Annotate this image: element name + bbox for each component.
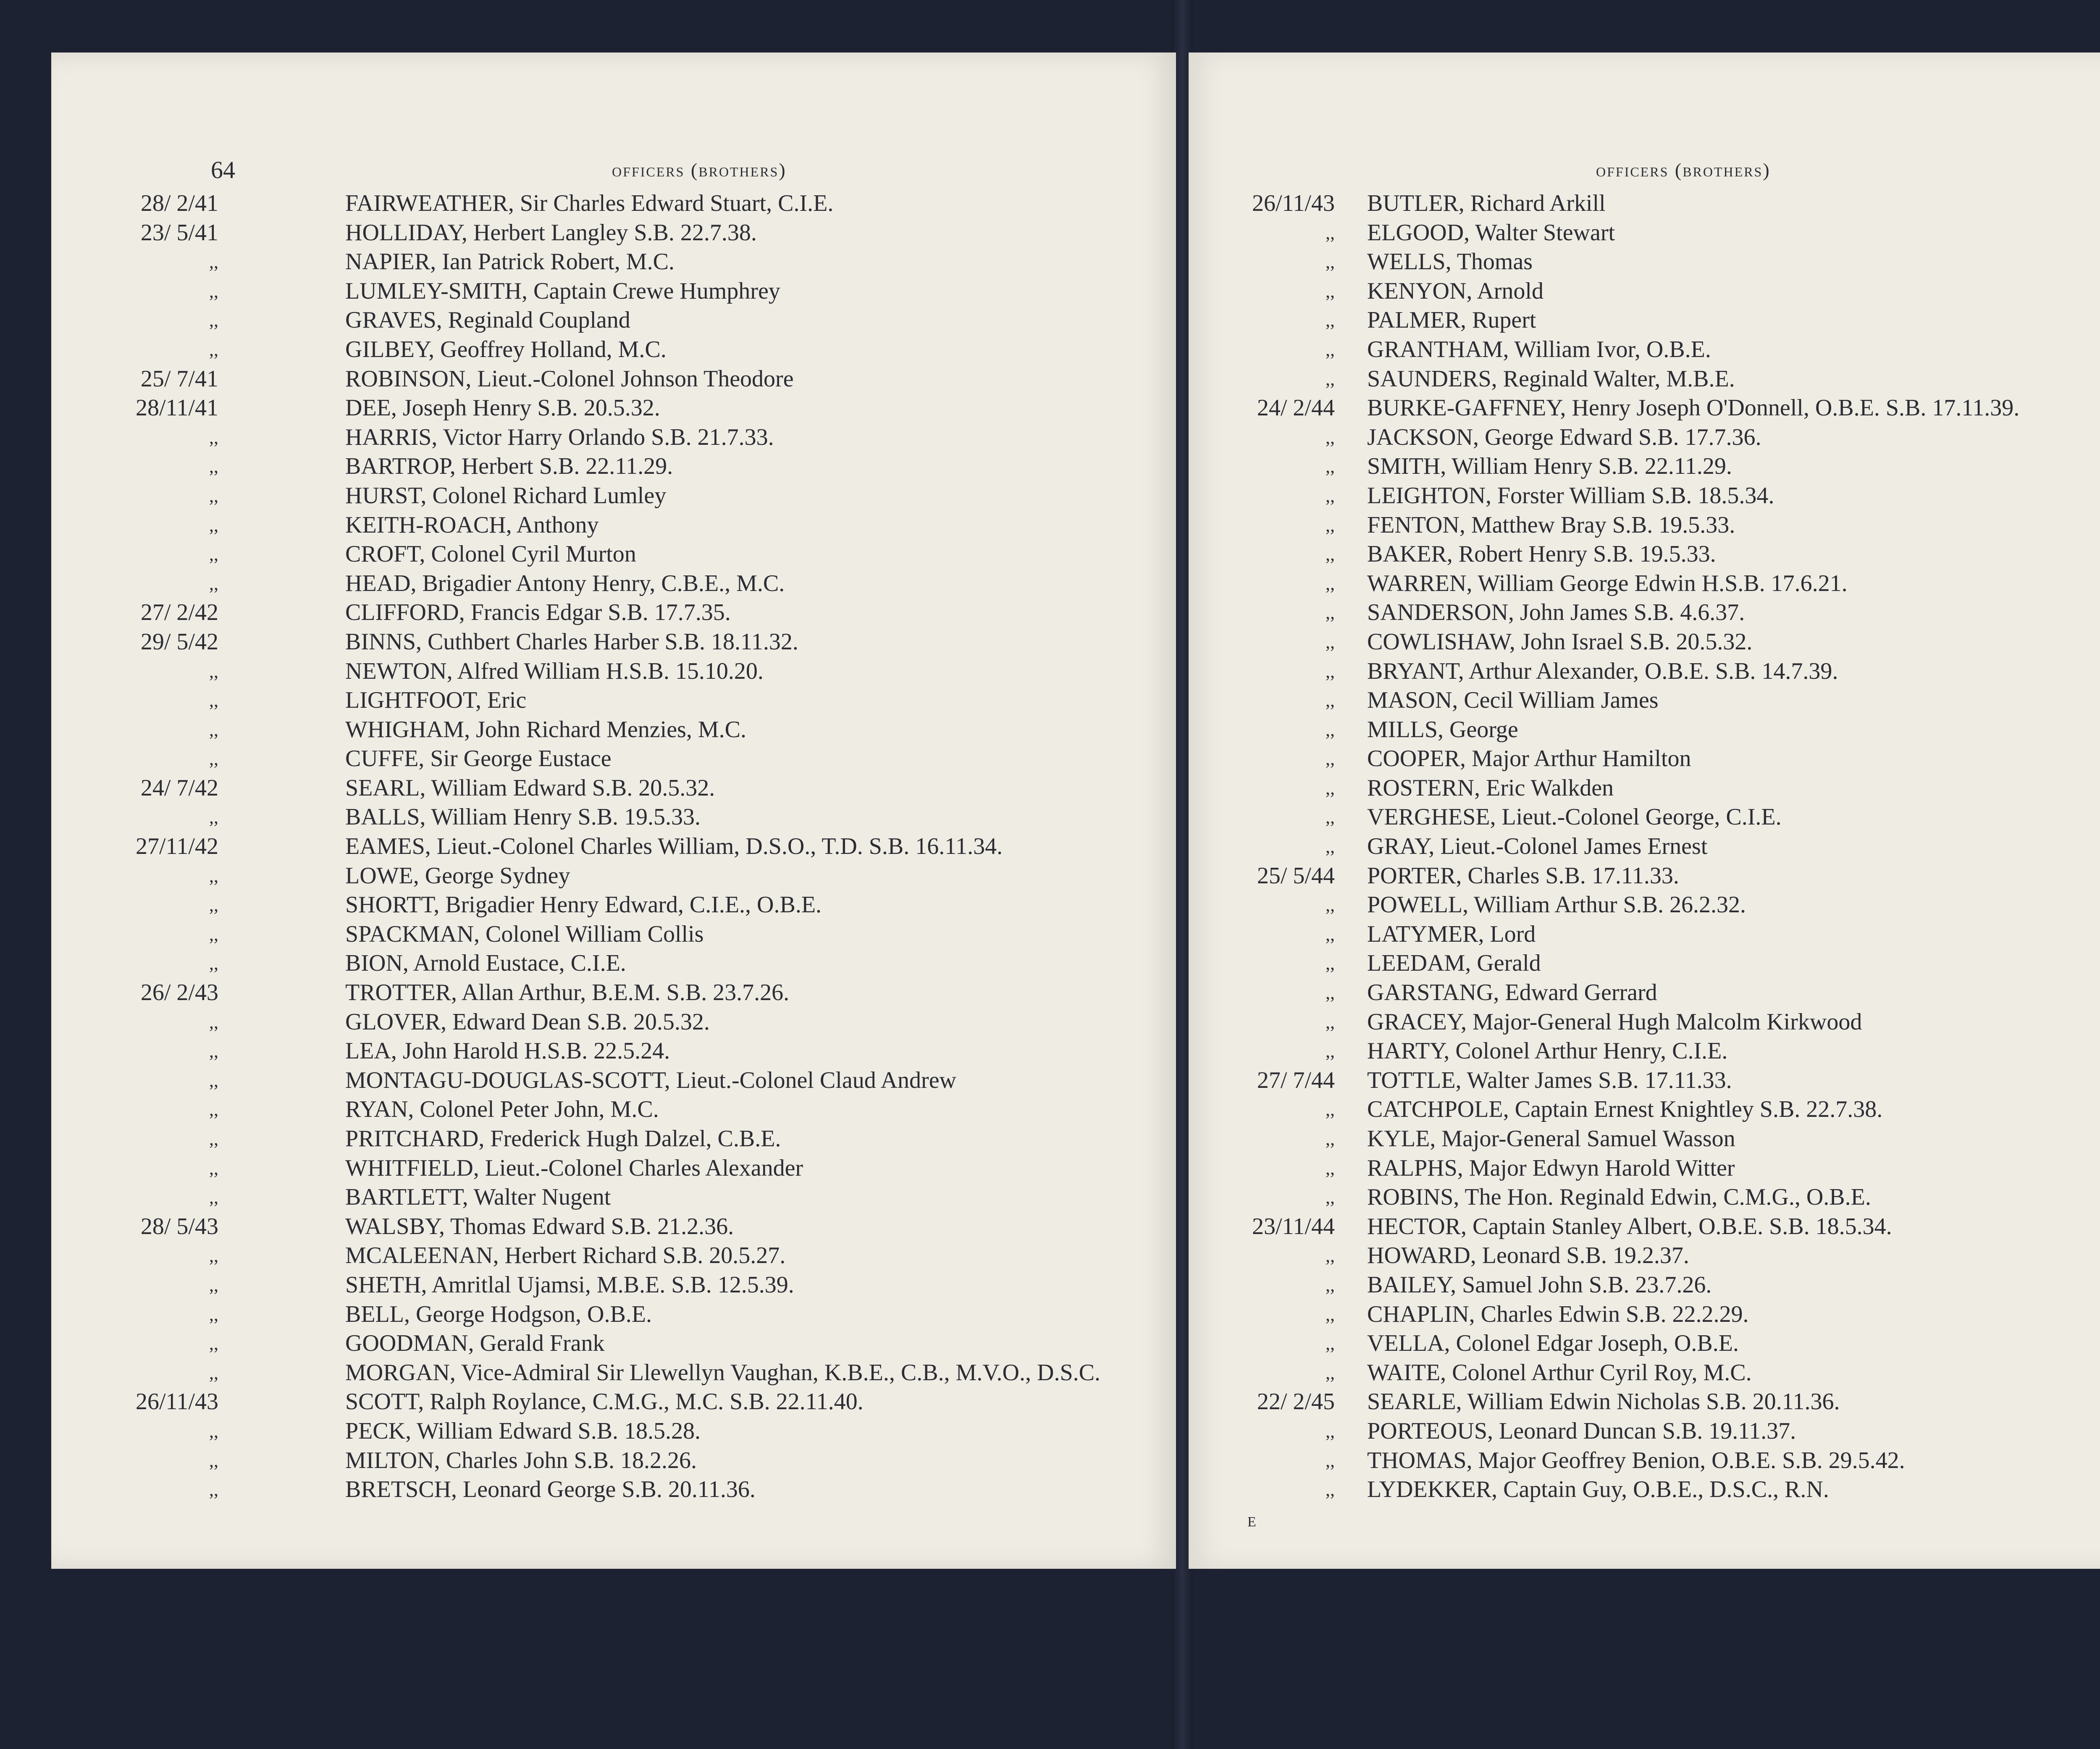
entry-date: 26/11/43: [1252, 190, 1335, 216]
ditto-mark: ,,: [209, 1158, 218, 1179]
list-item: [1189, 394, 2100, 423]
list-item: [1189, 1212, 2100, 1242]
ditto-mark: ,,: [1326, 1245, 1335, 1266]
entry-name: CHAPLIN, Charles Edwin S.B. 22.2.29.: [1367, 1301, 1749, 1327]
entry-name: GRACEY, Major-General Hugh Malcolm Kirkwood: [1367, 1008, 1862, 1035]
list-item: [51, 1475, 1176, 1505]
entry-name: MCALEENAN, Herbert Richard S.B. 20.5.27.: [345, 1242, 786, 1269]
list-item: [51, 803, 1176, 832]
ditto-mark: ,,: [209, 865, 218, 886]
list-item: [1189, 1241, 2100, 1271]
entry-date: 28/11/41: [135, 395, 218, 421]
entry-name: MASON, Cecil William James: [1367, 687, 1659, 714]
ditto-mark: ,,: [209, 544, 218, 565]
ditto-mark: ,,: [209, 924, 218, 945]
ditto-mark: ,,: [209, 281, 218, 302]
list-item: [51, 861, 1176, 891]
list-item: [1189, 365, 2100, 394]
ditto-mark: ,,: [209, 1274, 218, 1295]
entry-name: PALMER, Rupert: [1367, 307, 1536, 334]
entry-name: LEEDAM, Gerald: [1367, 950, 1541, 977]
list-item: [1189, 569, 2100, 599]
list-item: [1189, 481, 2100, 511]
list-item: [1189, 861, 2100, 891]
list-item: [1189, 423, 2100, 452]
ditto-mark: ,,: [1326, 836, 1335, 857]
entry-name: BARTROP, Herbert S.B. 22.11.29.: [345, 453, 673, 480]
entry-name: BELL, George Hodgson, O.B.E.: [345, 1301, 652, 1327]
list-item: [51, 1358, 1176, 1388]
list-item: [51, 1008, 1176, 1037]
entry-name: FENTON, Matthew Bray S.B. 19.5.33.: [1367, 512, 1735, 538]
list-item: [1189, 715, 2100, 745]
list-item: [51, 452, 1176, 481]
ditto-mark: ,,: [209, 719, 218, 740]
list-item: [1189, 774, 2100, 803]
entry-name: WAITE, Colonel Arthur Cyril Roy, M.C.: [1367, 1359, 1752, 1386]
page-number: 64: [211, 156, 235, 184]
ditto-mark: ,,: [1326, 222, 1335, 243]
ditto-mark: ,,: [1326, 515, 1335, 536]
entry-name: LOWE, George Sydney: [345, 862, 570, 889]
ditto-mark: ,,: [1326, 1274, 1335, 1295]
list-item: [51, 774, 1176, 803]
list-item: [1189, 1300, 2100, 1329]
entry-date: 24/ 7/42: [140, 775, 218, 801]
ditto-mark: ,,: [209, 807, 218, 828]
ditto-mark: ,,: [1326, 544, 1335, 565]
list-item: [1189, 1271, 2100, 1300]
list-item: [51, 628, 1176, 657]
entry-name: WARREN, William George Edwin H.S.B. 17.6.21.: [1367, 570, 1848, 596]
right-page: [1189, 53, 2100, 1569]
ditto-mark: ,,: [1326, 982, 1335, 1003]
entry-name: LEA, John Harold H.S.B. 22.5.24.: [345, 1038, 670, 1064]
ditto-mark: ,,: [1326, 310, 1335, 331]
ditto-mark: ,,: [209, 1421, 218, 1442]
ditto-mark: ,,: [1326, 631, 1335, 652]
ditto-mark: ,,: [1326, 339, 1335, 360]
ditto-mark: ,,: [209, 427, 218, 448]
list-item: [51, 744, 1176, 774]
entry-name: LIGHTFOOT, Eric: [345, 687, 527, 714]
entry-name: LYDEKKER, Captain Guy, O.B.E., D.S.C., R.N.: [1367, 1476, 1829, 1503]
entry-date: 28/ 5/43: [140, 1213, 218, 1240]
list-item: [51, 978, 1176, 1008]
ditto-mark: ,,: [1326, 1187, 1335, 1208]
list-item: [51, 1417, 1176, 1446]
entry-name: PORTER, Charles S.B. 17.11.33.: [1367, 862, 1679, 889]
list-item: [51, 365, 1176, 394]
entry-name: HOLLIDAY, Herbert Langley S.B. 22.7.38.: [345, 219, 757, 246]
list-item: [1189, 247, 2100, 277]
entry-name: BINNS, Cuthbert Charles Harber S.B. 18.11.32.: [345, 628, 798, 655]
ditto-mark: ,,: [1326, 777, 1335, 798]
list-item: [1189, 452, 2100, 481]
ditto-mark: ,,: [1326, 1011, 1335, 1032]
entry-name: GRAVES, Reginald Coupland: [345, 307, 630, 334]
list-item: [51, 189, 1176, 218]
entry-name: SANDERSON, John James S.B. 4.6.37.: [1367, 599, 1745, 626]
ditto-mark: ,,: [209, 895, 218, 916]
entry-name: MORGAN, Vice-Admiral Sir Llewellyn Vaughan, K.B.E., C.B., M.V.O., D.S.C.: [345, 1359, 1100, 1386]
entry-name: KEITH-ROACH, Anthony: [345, 512, 599, 538]
entry-name: HURST, Colonel Richard Lumley: [345, 482, 667, 509]
ditto-mark: ,,: [209, 252, 218, 273]
ditto-mark: ,,: [209, 690, 218, 711]
entry-date: 28/ 2/41: [140, 190, 218, 216]
list-item: [1189, 949, 2100, 978]
ditto-mark: ,,: [209, 310, 218, 331]
entry-name: SEARLE, William Edwin Nicholas S.B. 20.11.36.: [1367, 1389, 1840, 1415]
list-item: [1189, 1475, 2100, 1505]
entry-name: GRAY, Lieut.-Colonel James Ernest: [1367, 833, 1708, 860]
ditto-mark: ,,: [1326, 573, 1335, 594]
ditto-mark: ,,: [1326, 1421, 1335, 1442]
ditto-mark: ,,: [1326, 485, 1335, 506]
list-item: [51, 1154, 1176, 1183]
entry-name: LATYMER, Lord: [1367, 921, 1536, 947]
entry-name: MILLS, George: [1367, 716, 1518, 743]
list-item: [51, 1095, 1176, 1124]
list-item: [1189, 277, 2100, 306]
ditto-mark: ,,: [1326, 807, 1335, 828]
list-item: [51, 569, 1176, 599]
ditto-mark: ,,: [1326, 1333, 1335, 1354]
entry-date: 25/ 5/44: [1257, 862, 1335, 889]
ditto-mark: ,,: [209, 485, 218, 506]
ditto-mark: ,,: [1326, 924, 1335, 945]
entry-name: CLIFFORD, Francis Edgar S.B. 17.7.35.: [345, 599, 731, 626]
entry-name: PECK, William Edward S.B. 18.5.28.: [345, 1418, 701, 1444]
entry-name: GILBEY, Geoffrey Holland, M.C.: [345, 336, 667, 362]
list-item: [1189, 1183, 2100, 1212]
entry-date: 26/11/43: [135, 1389, 218, 1415]
entry-name: JACKSON, George Edward S.B. 17.7.36.: [1367, 424, 1761, 450]
entry-date: 25/ 7/41: [140, 365, 218, 392]
entry-date: 27/ 7/44: [1257, 1067, 1335, 1093]
entry-name: KENYON, Arnold: [1367, 278, 1544, 304]
ditto-mark: ,,: [209, 661, 218, 682]
entry-name: LEIGHTON, Forster William S.B. 18.5.34.: [1367, 482, 1774, 509]
list-item: [51, 1387, 1176, 1417]
ditto-mark: ,,: [1326, 1362, 1335, 1383]
list-item: [51, 1183, 1176, 1212]
ditto-mark: ,,: [1326, 1450, 1335, 1471]
entry-name: NEWTON, Alfred William H.S.B. 15.10.20.: [345, 658, 764, 684]
ditto-mark: ,,: [209, 339, 218, 360]
ditto-mark: ,,: [1326, 1041, 1335, 1062]
list-item: [1189, 306, 2100, 335]
entry-name: SPACKMAN, Colonel William Collis: [345, 921, 704, 947]
ditto-mark: ,,: [1326, 748, 1335, 769]
running-head: officers (brothers): [612, 159, 787, 181]
list-item: [1189, 657, 2100, 686]
entry-name: TOTTLE, Walter James S.B. 17.11.33.: [1367, 1067, 1732, 1093]
entry-name: CROFT, Colonel Cyril Murton: [345, 541, 636, 567]
entry-name: SCOTT, Ralph Roylance, C.M.G., M.C. S.B. 22.11.40.: [345, 1389, 864, 1415]
list-item: [1189, 1008, 2100, 1037]
entry-name: PORTEOUS, Leonard Duncan S.B. 19.11.37.: [1367, 1418, 1796, 1444]
entry-name: BION, Arnold Eustace, C.I.E.: [345, 950, 626, 977]
entry-name: GRANTHAM, William Ivor, O.B.E.: [1367, 336, 1711, 362]
entry-name: GOODMAN, Gerald Frank: [345, 1330, 605, 1357]
list-item: [1189, 978, 2100, 1008]
entry-name: HOWARD, Leonard S.B. 19.2.37.: [1367, 1242, 1689, 1269]
ditto-mark: ,,: [1326, 1099, 1335, 1120]
entry-name: TROTTER, Allan Arthur, B.E.M. S.B. 23.7.26.: [345, 980, 790, 1006]
list-item: [51, 598, 1176, 628]
entry-name: ROSTERN, Eric Walkden: [1367, 775, 1614, 801]
entry-name: NAPIER, Ian Patrick Robert, M.C.: [345, 249, 675, 275]
list-item: [1189, 832, 2100, 861]
entry-name: WHITFIELD, Lieut.-Colonel Charles Alexander: [345, 1155, 803, 1181]
ditto-mark: ,,: [209, 1479, 218, 1500]
list-item: [51, 832, 1176, 861]
entry-date: 27/ 2/42: [140, 599, 218, 626]
entry-name: KYLE, Major-General Samuel Wasson: [1367, 1126, 1735, 1152]
list-item: [51, 1124, 1176, 1154]
ditto-mark: ,,: [209, 1450, 218, 1471]
entry-name: SHETH, Amritlal Ujamsi, M.B.E. S.B. 12.5.39.: [345, 1271, 794, 1298]
list-item: [51, 715, 1176, 745]
list-item: [1189, 1358, 2100, 1388]
list-item: [51, 1037, 1176, 1066]
list-item: [1189, 511, 2100, 540]
entry-date: 24/ 2/44: [1257, 395, 1335, 421]
list-item: [51, 1300, 1176, 1329]
list-item: [1189, 1417, 2100, 1446]
ditto-mark: ,,: [209, 456, 218, 477]
list-item: [1189, 540, 2100, 569]
entry-name: PRITCHARD, Frederick Hugh Dalzel, C.B.E.: [345, 1126, 781, 1152]
list-item: [51, 686, 1176, 715]
list-item: [51, 1329, 1176, 1358]
list-item: [51, 540, 1176, 569]
entry-name: HARRIS, Victor Harry Orlando S.B. 21.7.33.: [345, 424, 774, 450]
entry-name: VERGHESE, Lieut.-Colonel George, C.I.E.: [1367, 804, 1782, 830]
list-item: [51, 481, 1176, 511]
entry-name: RALPHS, Major Edwyn Harold Witter: [1367, 1155, 1735, 1181]
list-item: [51, 1241, 1176, 1271]
entry-date: 23/11/44: [1252, 1213, 1335, 1240]
ditto-mark: ,,: [1326, 1479, 1335, 1500]
entry-date: 29/ 5/42: [140, 628, 218, 655]
entry-name: ELGOOD, Walter Stewart: [1367, 219, 1615, 246]
left-page: [51, 53, 1176, 1569]
ditto-mark: ,,: [1326, 1158, 1335, 1179]
entry-list: [51, 189, 1176, 1505]
list-item: [51, 218, 1176, 248]
ditto-mark: ,,: [1326, 1129, 1335, 1149]
ditto-mark: ,,: [1326, 661, 1335, 682]
entry-name: SAUNDERS, Reginald Walter, M.B.E.: [1367, 365, 1735, 392]
running-head: officers (brothers): [1596, 159, 1771, 181]
ditto-mark: ,,: [1326, 690, 1335, 711]
signature-mark: E: [1247, 1514, 1256, 1530]
list-item: [1189, 686, 2100, 715]
list-item: [1189, 335, 2100, 365]
entry-name: SHORTT, Brigadier Henry Edward, C.I.E., O.B.E.: [345, 892, 822, 918]
entry-name: DEE, Joseph Henry S.B. 20.5.32.: [345, 395, 660, 421]
entry-name: MONTAGU-DOUGLAS-SCOTT, Lieut.-Colonel Claud Andrew: [345, 1067, 956, 1093]
entry-name: SEARL, William Edward S.B. 20.5.32.: [345, 775, 715, 801]
list-item: [1189, 1124, 2100, 1154]
entry-name: POWELL, William Arthur S.B. 26.2.32.: [1367, 892, 1746, 918]
entry-name: BAKER, Robert Henry S.B. 19.5.33.: [1367, 541, 1716, 567]
list-item: [1189, 598, 2100, 628]
ditto-mark: ,,: [209, 748, 218, 769]
ditto-mark: ,,: [1326, 1304, 1335, 1325]
list-item: [1189, 1037, 2100, 1066]
entry-name: THOMAS, Major Geoffrey Benion, O.B.E. S.B. 29.5.42.: [1367, 1447, 1905, 1473]
list-item: [1189, 1329, 2100, 1358]
list-item: [51, 657, 1176, 686]
entry-name: FAIRWEATHER, Sir Charles Edward Stuart, C.I.E.: [345, 190, 834, 216]
entry-name: MILTON, Charles John S.B. 18.2.26.: [345, 1447, 697, 1473]
ditto-mark: ,,: [1326, 281, 1335, 302]
entry-name: VELLA, Colonel Edgar Joseph, O.B.E.: [1367, 1330, 1739, 1357]
list-item: [51, 1066, 1176, 1095]
entry-name: CATCHPOLE, Captain Ernest Knightley S.B. 22.7.38.: [1367, 1096, 1883, 1123]
entry-name: RYAN, Colonel Peter John, M.C.: [345, 1096, 659, 1123]
list-item: [1189, 1387, 2100, 1417]
entry-name: BAILEY, Samuel John S.B. 23.7.26.: [1367, 1271, 1712, 1298]
ditto-mark: ,,: [209, 1362, 218, 1383]
ditto-mark: ,,: [209, 1070, 218, 1091]
entry-name: COOPER, Major Arthur Hamilton: [1367, 746, 1691, 772]
entry-name: BRETSCH, Leonard George S.B. 20.11.36.: [345, 1476, 756, 1503]
list-item: [1189, 1095, 2100, 1124]
list-item: [1189, 890, 2100, 920]
entry-date: 27/11/42: [135, 833, 218, 860]
entry-list: [1189, 189, 2100, 1505]
ditto-mark: ,,: [209, 953, 218, 974]
ditto-mark: ,,: [209, 1041, 218, 1062]
entry-name: LUMLEY-SMITH, Captain Crewe Humphrey: [345, 278, 780, 304]
list-item: [51, 335, 1176, 365]
entry-name: SMITH, William Henry S.B. 22.11.29.: [1367, 453, 1732, 480]
ditto-mark: ,,: [209, 1333, 218, 1354]
ditto-mark: ,,: [1326, 719, 1335, 740]
entry-name: CUFFE, Sir George Eustace: [345, 746, 612, 772]
list-item: [51, 1446, 1176, 1476]
ditto-mark: ,,: [1326, 456, 1335, 477]
list-item: [51, 1212, 1176, 1242]
entry-name: HEAD, Brigadier Antony Henry, C.B.E., M.C.: [345, 570, 785, 596]
entry-name: WALSBY, Thomas Edward S.B. 21.2.36.: [345, 1213, 734, 1240]
list-item: [51, 423, 1176, 452]
entry-name: GLOVER, Edward Dean S.B. 20.5.32.: [345, 1008, 710, 1035]
entry-name: HARTY, Colonel Arthur Henry, C.I.E.: [1367, 1038, 1728, 1064]
entry-name: WELLS, Thomas: [1367, 249, 1533, 275]
ditto-mark: ,,: [1326, 953, 1335, 974]
ditto-mark: ,,: [209, 1304, 218, 1325]
list-item: [1189, 189, 2100, 218]
ditto-mark: ,,: [209, 515, 218, 536]
entry-name: ROBINSON, Lieut.-Colonel Johnson Theodore: [345, 365, 794, 392]
entry-name: BALLS, William Henry S.B. 19.5.33.: [345, 804, 701, 830]
list-item: [1189, 920, 2100, 949]
list-item: [51, 247, 1176, 277]
entry-name: BRYANT, Arthur Alexander, O.B.E. S.B. 14.7.39.: [1367, 658, 1838, 684]
list-item: [51, 277, 1176, 306]
entry-name: BARTLETT, Walter Nugent: [345, 1184, 611, 1211]
list-item: [1189, 628, 2100, 657]
list-item: [1189, 1446, 2100, 1476]
entry-name: BURKE-GAFFNEY, Henry Joseph O'Donnell, O.B.E. S.B. 17.11.39.: [1367, 395, 2020, 421]
entry-name: WHIGHAM, John Richard Menzies, M.C.: [345, 716, 746, 743]
list-item: [1189, 1066, 2100, 1095]
entry-name: GARSTANG, Edward Gerrard: [1367, 980, 1657, 1006]
list-item: [51, 511, 1176, 540]
ditto-mark: ,,: [1326, 252, 1335, 273]
list-item: [1189, 803, 2100, 832]
ditto-mark: ,,: [1326, 602, 1335, 623]
ditto-mark: ,,: [209, 573, 218, 594]
entry-name: HECTOR, Captain Stanley Albert, O.B.E. S.B. 18.5.34.: [1367, 1213, 1892, 1240]
list-item: [51, 949, 1176, 978]
list-item: [51, 920, 1176, 949]
list-item: [51, 306, 1176, 335]
ditto-mark: ,,: [209, 1245, 218, 1266]
entry-name: BUTLER, Richard Arkill: [1367, 190, 1606, 216]
ditto-mark: ,,: [1326, 427, 1335, 448]
list-item: [51, 394, 1176, 423]
list-item: [51, 890, 1176, 920]
entry-date: 26/ 2/43: [140, 980, 218, 1006]
ditto-mark: ,,: [1326, 368, 1335, 389]
entry-name: ROBINS, The Hon. Reginald Edwin, C.M.G., O.B.E.: [1367, 1184, 1871, 1211]
entry-name: EAMES, Lieut.-Colonel Charles William, D.S.O., T.D. S.B. 16.11.34.: [345, 833, 1003, 860]
entry-name: COWLISHAW, John Israel S.B. 20.5.32.: [1367, 628, 1753, 655]
ditto-mark: ,,: [209, 1129, 218, 1149]
ditto-mark: ,,: [209, 1011, 218, 1032]
list-item: [1189, 744, 2100, 774]
list-item: [51, 1271, 1176, 1300]
ditto-mark: ,,: [209, 1187, 218, 1208]
list-item: [1189, 1154, 2100, 1183]
list-item: [1189, 218, 2100, 248]
ditto-mark: ,,: [209, 1099, 218, 1120]
entry-date: 22/ 2/45: [1257, 1389, 1335, 1415]
ditto-mark: ,,: [1326, 895, 1335, 916]
entry-date: 23/ 5/41: [140, 219, 218, 246]
